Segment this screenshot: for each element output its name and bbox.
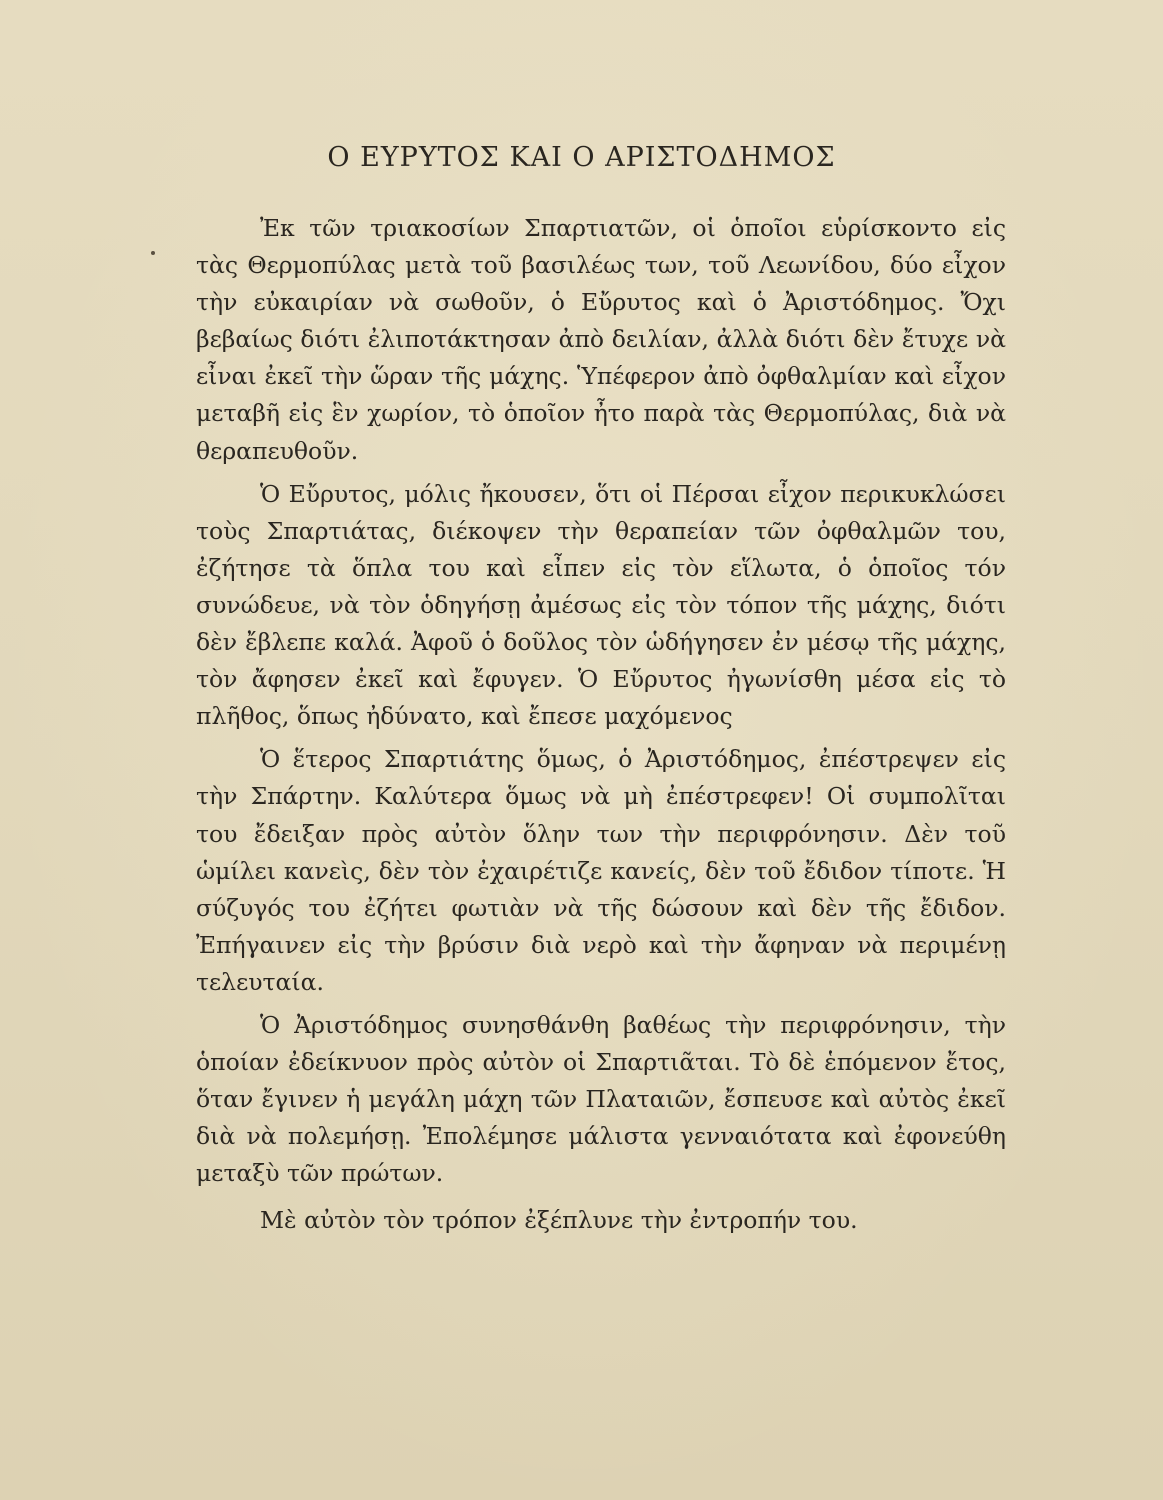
ink-speck <box>151 251 155 255</box>
paragraph-1: Ἐκ τῶν τριακοσίων Σπαρτιατῶν, οἱ ὁποῖοι εὑρίσκοντο εἰς τὰς Θερμοπύλας μετὰ τοῦ βασιλέως των, τοῦ Λεωνίδου, δύο εἶχον τὴν εὐκαιρίαν νὰ σωθοῦν, ὁ Εὔρυτος καὶ ὁ Ἀριστόδημος. Ὄχι βεβαίως διότι ἐλιποτάκτησαν ἀπὸ δειλίαν, ἀλλὰ διότι δὲν ἔτυχε νὰ εἶναι ἐκεῖ τὴν ὥραν τῆς μάχης. Ὑπέφερον ἀπὸ ὀφθαλμίαν καὶ εἶχον μεταβῆ εἰς ἓν χωρίον, τὸ ὁποῖον ἦτο παρὰ τὰς Θερμοπύλας, διὰ νὰ θεραπευθοῦν. <box>196 214 1006 465</box>
paragraph-5: Μὲ αὐτὸν τὸν τρόπον ἐξέπλυνε τὴν ἐντροπήν του. <box>260 1206 858 1235</box>
paragraph-2: Ὁ Εὔρυτος, μόλις ἤκουσεν, ὅτι οἱ Πέρσαι εἶχον περικυκλώσει τοὺς Σπαρτιάτας, διέκοψεν τὴν θεραπείαν τῶν ὀφθαλμῶν του, ἐζήτησε τὰ ὅπλα του καὶ εἶπεν εἰς τὸν εἵλωτα, ὁ ὁποῖος τόν συνώδευε, νὰ τὸν ὁδηγήσῃ ἀμέσως εἰς τὸν τόπον τῆς μάχης, διότι δὲν ἔβλεπε καλά. Ἀφοῦ ὁ δοῦλος τὸν ὡδήγησεν ἐν μέσῳ τῆς μάχης, τὸν ἄφησεν ἐκεῖ καὶ ἔφυγεν. Ὁ Εὔρυτος ἠγωνίσθη μέσα εἰς τὸ πλῆθος, ὅπως ἠδύνατο, καὶ ἔπεσε μαχόμενος <box>196 479 1006 731</box>
chapter-title: Ο ΕΥΡΥΤΟΣ ΚΑΙ Ο ΑΡΙΣΤΟΔΗΜΟΣ <box>327 142 836 173</box>
paragraph-4: Ὁ Ἀριστόδημος συνησθάνθη βαθέως τὴν περιφρόνησιν, τὴν ὁποίαν ἐδείκνυον πρὸς αὐτὸν οἱ Σπαρτιᾶται. Τὸ δὲ ἑπόμενον ἔτος, ὅταν ἔγινεν ἡ μεγάλη μάχη τῶν Πλαταιῶν, ἔσπευσε καὶ αὐτὸς ἐκεῖ διὰ νὰ πολεμήσῃ. Ἐπολέμησε μάλιστα γενναιότατα καὶ ἐφονεύθη μεταξὺ τῶν πρώτων. <box>196 1010 1006 1188</box>
body-text <box>196 210 1006 1246</box>
paragraph-3: Ὁ ἕτερος Σπαρτιάτης ὅμως, ὁ Ἀριστόδημος, ἐπέστρεψεν εἰς τὴν Σπάρτην. Καλύτερα ὅμως νὰ μὴ ἐπέστρεφεν! Οἱ συμπολῖται του ἔδειξαν πρὸς αὐτὸν ὅλην των τὴν περιφρόνησιν. Δὲν τοῦ ὡμίλει κανεὶς, δὲν τὸν ἐχαιρέτιζε κανείς, δὲν τοῦ ἔδιδον τίποτε. Ἡ σύζυγός του ἐζήτει φωτιὰν νὰ τῆς δώσουν καὶ δὲν τῆς ἔδιδον. Ἐπήγαινεν εἰς τὴν βρύσιν διὰ νερὸ καὶ τὴν ἄφηναν νὰ περιμένῃ τελευταία. <box>196 745 1006 996</box>
